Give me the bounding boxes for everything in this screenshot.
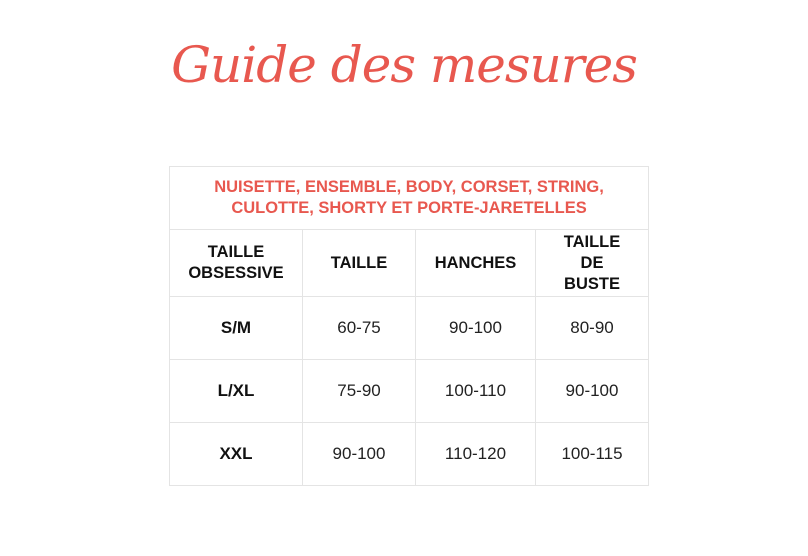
bust-cell: 90-100	[536, 360, 649, 423]
waist-cell: 75-90	[303, 360, 416, 423]
size-guide-table	[169, 166, 649, 486]
caption-line-2: CULOTTE, SHORTY ET PORTE-JARETELLES	[231, 199, 587, 217]
header-text: TAILLE	[563, 232, 621, 251]
bust-cell: 80-90	[536, 297, 649, 360]
header-hanches	[416, 230, 536, 297]
waist-cell: 60-75	[303, 297, 416, 360]
header-text: TAILLE	[207, 243, 265, 261]
bust-cell: 100-115	[536, 423, 649, 486]
header-taille-de-buste	[536, 230, 649, 297]
header-taille-obsessive	[170, 230, 303, 297]
header-text: HANCHES	[434, 253, 517, 272]
header-text: TAILLE	[330, 253, 388, 272]
table-caption	[170, 167, 649, 230]
header-text: DE	[580, 253, 604, 272]
waist-cell: 90-100	[303, 423, 416, 486]
hips-cell: 110-120	[416, 423, 536, 486]
caption-line-1: NUISETTE, ENSEMBLE, BODY, CORSET, STRING,	[214, 178, 604, 196]
header-taille	[303, 230, 416, 297]
header-text: BUSTE	[564, 274, 620, 293]
table-caption-row	[170, 167, 649, 230]
table-row	[170, 423, 649, 486]
table-row	[170, 297, 649, 360]
hips-cell: 90-100	[416, 297, 536, 360]
header-text: OBSESSIVE	[188, 264, 284, 282]
size-cell: XXL	[170, 423, 303, 486]
hips-cell: 100-110	[416, 360, 536, 423]
page-title: Guide des mesures	[171, 36, 637, 94]
size-cell: S/M	[170, 297, 303, 360]
table-header-row	[170, 230, 649, 297]
size-cell: L/XL	[170, 360, 303, 423]
table-row	[170, 360, 649, 423]
